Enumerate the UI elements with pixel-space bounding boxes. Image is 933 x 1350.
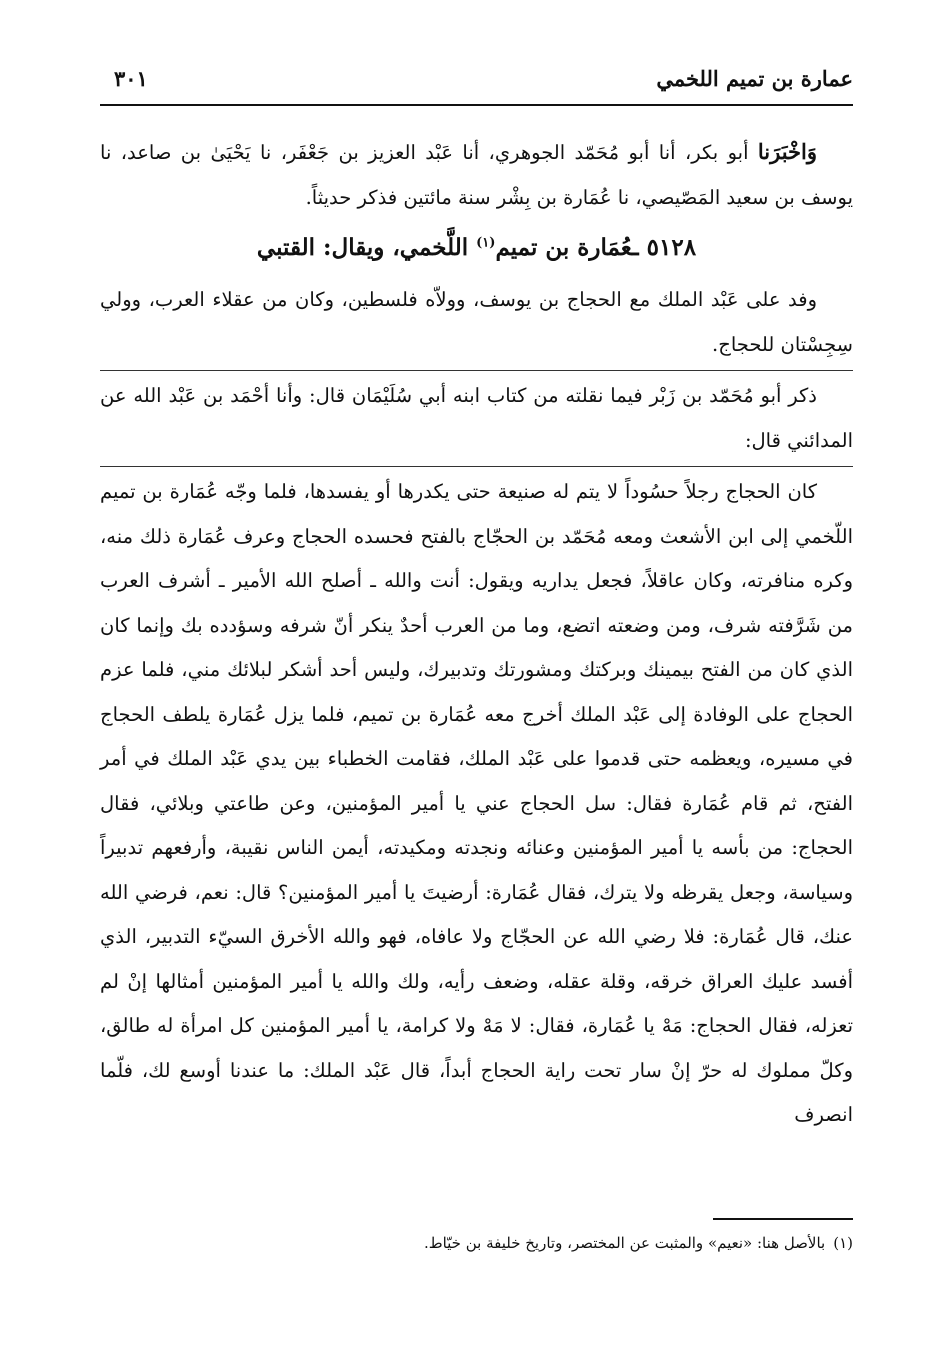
paragraph-isnad [100, 130, 853, 220]
header-rule [100, 104, 853, 106]
section-divider [100, 466, 853, 467]
running-header [100, 58, 853, 98]
footnote [100, 1230, 853, 1256]
footnote-marker: (١) [833, 1234, 853, 1252]
header-title: عمارة بن تميم اللخمي [656, 66, 853, 91]
paragraph-text: أبو بكر، أنا أبو مُحَمّد الجوهري، أنا عَبْد العزيز بن جَعْفَر، نا يَحْيَىٰ بن صاعد، نا يوسف بن سعيد المَصّيصي، نا عُمَارة بن بِشْر سنة مائتين فذكر حديثاً. [100, 141, 853, 209]
entry-heading [100, 222, 853, 274]
paragraph-source: ذكر أبو مُحَمّد بن زَبْر فيما نقلته من كتاب ابنه أبي سُلَيْمَان قال: وأنا أحْمَد بن عَبْد الله عن المدائني قال: [100, 384, 853, 452]
footnote-reference: (١) [476, 235, 496, 251]
main-text [100, 130, 853, 1138]
page-number: ٣٠١ [114, 66, 148, 91]
paragraph-narrative: كان الحجاج رجلاً حسُوداً لا يتم له صنيعة حتى يكدرها أو يفسدها، فلما وجّه عُمَارة بن تميم اللّخمي إلى ابن الأشعث ومعه مُحَمّد بن الحجّاج بالفتح فحسده الحجاج وعرف عُمَارة ذلك منه، وكره منافرته، وكان عاقلاً، فجعل يداريه ويقول: أنت والله ـ أصلح الله الأمير ـ أشرف العرب من شَرَّفته شرف، ومن وضعته اتضع، وما من العرب أحدٌ ينكر أنّ شرفه وسؤدده بك وإنما كان الذي كان من الفتح بيمينك وبركتك ومشورتك وتدبيرك، وليس أحد أشكر لبلائك مني، فلما عزم الحجاج على الوفادة إلى عَبْد الملك أخرج معه عُمَارة بن تميم، فلما يزل عُمَارة يلطف الحجاج في مسيره، ويعظمه حتى قدموا على عَبْد الملك، فقامت الخطباء بين يدي عَبْد الملك في أمر الفتح، ثم قام عُمَارة فقال: سل الحجاج عني يا أمير المؤمنين، وعن طاعتي وبلائي، فقال الحجاج: من بأسه يا أمير المؤمنين وعنائه ونجدته ومكيدته، أيمن الناس نقيبة، وأرفعهم تدبيراً وسياسة، وجعل يقرظه ولا يترك، فقال عُمَارة: أرضيتَ يا أمير المؤمنين؟ قال: نعم، فرضي الله عنك، قال عُمَارة: فلا رضي الله عن الحجّاج ولا عافاه، فهو والله الأخرق السيّء التدبير، الذي أفسد عليك العراق خرقه، وقلة عقله، وضعف رأيه، ولك والله يا أمير المؤمنين أمثالها إنْ لم تعزله، فقال الحجاج: مَهْ يا عُمَارة، فقال: لا مَهْ ولا كرامة، يا أمير المؤمنين كل امرأة له طالق، وكلّ مملوك له حرّ إنْ سار تحت راية الحجاج أبداً، قال عَبْد الملك: ما عندنا أوسع لك، فلّما انصرف [100, 480, 853, 1126]
entry-name: عُمَارة بن تميم [495, 234, 632, 261]
footnote-rule [713, 1218, 853, 1220]
paragraph-biography: وفد على عَبْد الملك مع الحجاج بن يوسف، وولاّه فلسطين، وكان من عقلاء العرب، وولي سِجِسْتان للحجاج. [100, 288, 853, 356]
entry-number: ٥١٢٨ [646, 234, 697, 261]
entry-dash: ـ [631, 234, 639, 261]
lead-word: وَاخْبَرَنا [757, 139, 817, 164]
section-divider [100, 370, 853, 371]
footnote-text: بالأصل هنا: «نعيم» والمثبت عن المختصر، وتاريخ خليفة بن خيّاط. [423, 1234, 826, 1252]
entry-name-rest: اللَّخمي، ويقال: القتبي [256, 234, 469, 261]
